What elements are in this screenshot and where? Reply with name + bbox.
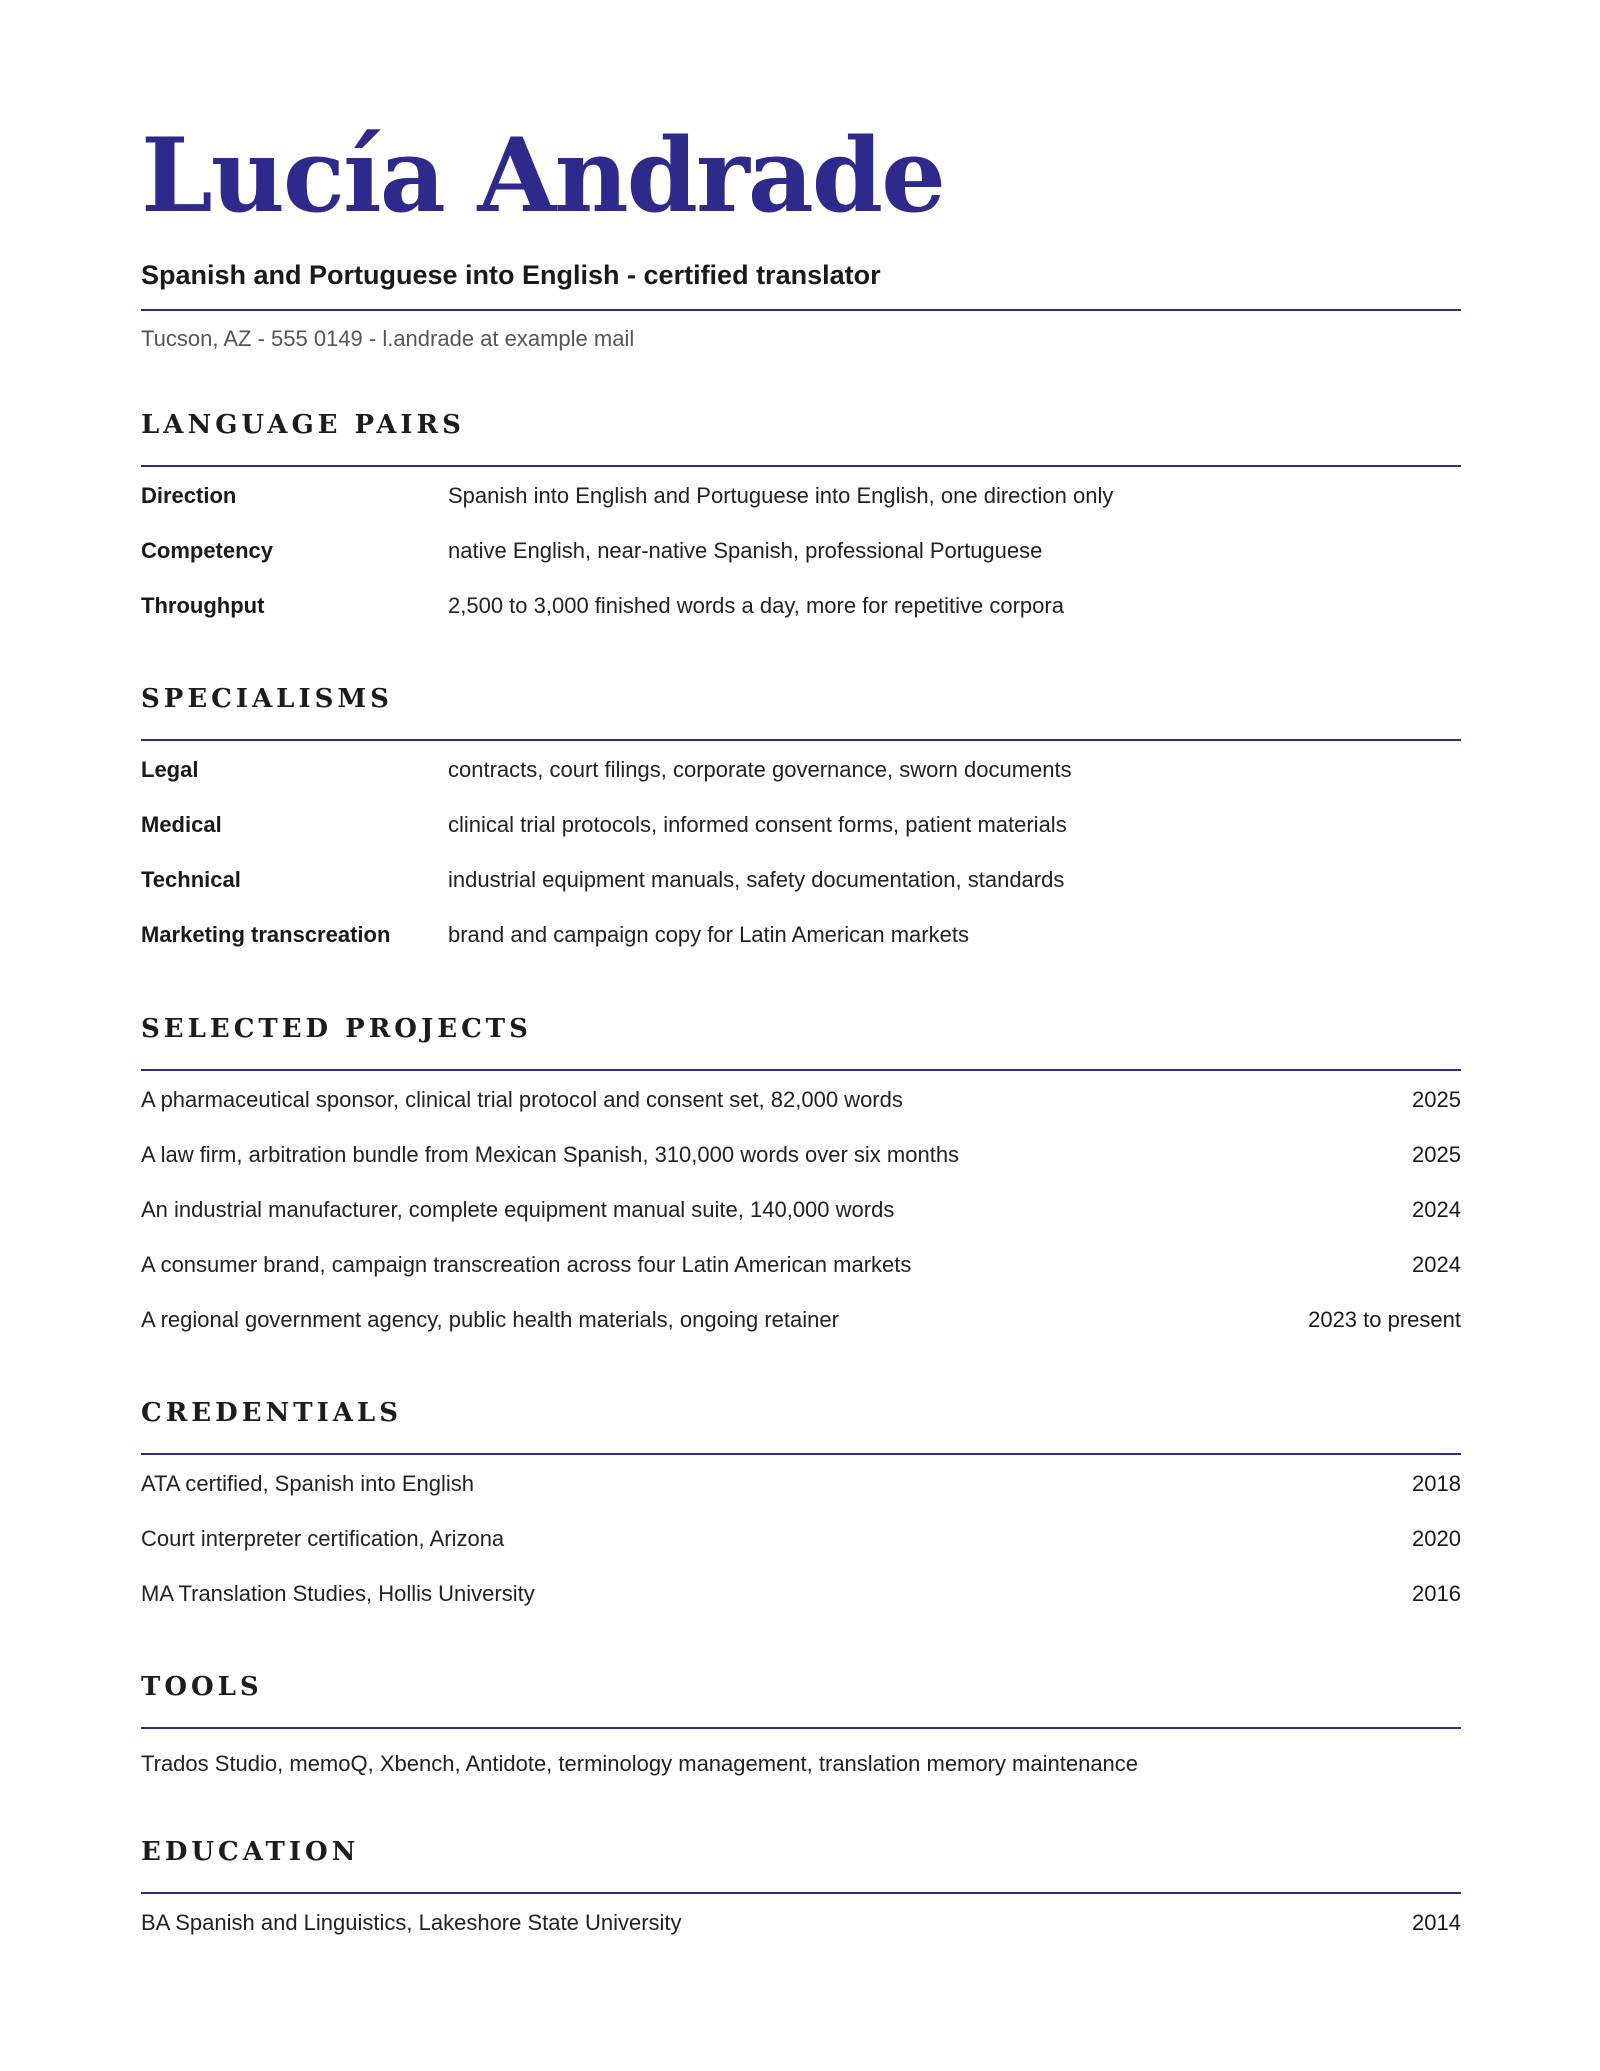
section-title-education: EDUCATION [141,1837,360,1867]
specialism-value: clinical trial protocols, informed consent forms, patient materials [448,812,1067,837]
project-description: An industrial manufacturer, complete equipment manual suite, 140,000 words [141,1197,895,1222]
credential-year: 2016 [1412,1581,1461,1606]
education-row [141,1906,1461,1940]
candidate-tagline: Spanish and Portuguese into English - certified translator [141,260,881,290]
section-divider-credentials [141,1453,1461,1455]
specialism-value: brand and campaign copy for Latin American markets [448,922,969,947]
section-title-tools: TOOLS [141,1672,263,1702]
project-row [141,1248,1461,1282]
tools-list: Trados Studio, memoQ, Xbench, Antidote, terminology management, translation memory maintenance [141,1751,1139,1776]
education-description: BA Spanish and Linguistics, Lakeshore State University [141,1910,682,1935]
section-divider-language-pairs [141,465,1461,467]
candidate-name: Lucía Andrade [141,116,944,236]
specialism-label: Marketing transcreation [141,922,391,947]
project-description: A regional government agency, public health materials, ongoing retainer [141,1307,839,1332]
credential-description: Court interpreter certification, Arizona [141,1526,505,1551]
section-divider-specialisms [141,739,1461,741]
section-title-credentials: CREDENTIALS [141,1398,402,1428]
specialism-row [141,863,1461,897]
credential-description: ATA certified, Spanish into English [141,1471,475,1496]
section-title-selected-projects: SELECTED PROJECTS [141,1014,532,1044]
project-year: 2024 [1412,1197,1461,1222]
project-description: A pharmaceutical sponsor, clinical trial protocol and consent set, 82,000 words [141,1087,903,1112]
section-title-specialisms: SPECIALISMS [141,684,393,714]
education-year: 2014 [1412,1910,1461,1935]
language-pair-row [141,589,1461,623]
language-pair-label: Direction [141,483,237,508]
credential-description: MA Translation Studies, Hollis University [141,1581,535,1606]
language-pair-label: Throughput [141,593,265,618]
language-pair-value: Spanish into English and Portuguese into English, one direction only [448,483,1114,508]
project-row [141,1083,1461,1117]
specialism-value: industrial equipment manuals, safety documentation, standards [448,867,1065,892]
specialism-value: contracts, court filings, corporate governance, sworn documents [448,757,1072,782]
specialism-row [141,918,1461,952]
credential-year: 2018 [1412,1471,1461,1496]
language-pair-value: 2,500 to 3,000 finished words a day, more for repetitive corpora [448,593,1064,618]
credential-year: 2020 [1412,1526,1461,1551]
language-pair-row [141,479,1461,513]
specialism-label: Legal [141,757,199,782]
credential-row [141,1577,1461,1611]
language-pair-value: native English, near-native Spanish, professional Portuguese [448,538,1043,563]
specialism-label: Medical [141,812,222,837]
project-row [141,1193,1461,1227]
credential-row [141,1522,1461,1556]
section-divider-tools [141,1727,1461,1729]
section-divider-education [141,1892,1461,1894]
specialism-row [141,753,1461,787]
section-title-language-pairs: LANGUAGE PAIRS [141,410,465,440]
specialism-label: Technical [141,867,241,892]
project-row [141,1303,1461,1337]
project-year: 2023 to present [1308,1307,1461,1332]
project-year: 2025 [1412,1142,1461,1167]
contact-line: Tucson, AZ - 555 0149 - l.andrade at example mail [141,326,635,351]
project-description: A law firm, arbitration bundle from Mexican Spanish, 310,000 words over six months [141,1142,960,1167]
project-year: 2024 [1412,1252,1461,1277]
project-description: A consumer brand, campaign transcreation across four Latin American markets [141,1252,912,1277]
header-divider [141,309,1461,311]
section-divider-selected-projects [141,1069,1461,1071]
language-pair-label: Competency [141,538,274,563]
project-row [141,1138,1461,1172]
project-year: 2025 [1412,1087,1461,1112]
credential-row [141,1467,1461,1501]
language-pair-row [141,534,1461,568]
specialism-row [141,808,1461,842]
